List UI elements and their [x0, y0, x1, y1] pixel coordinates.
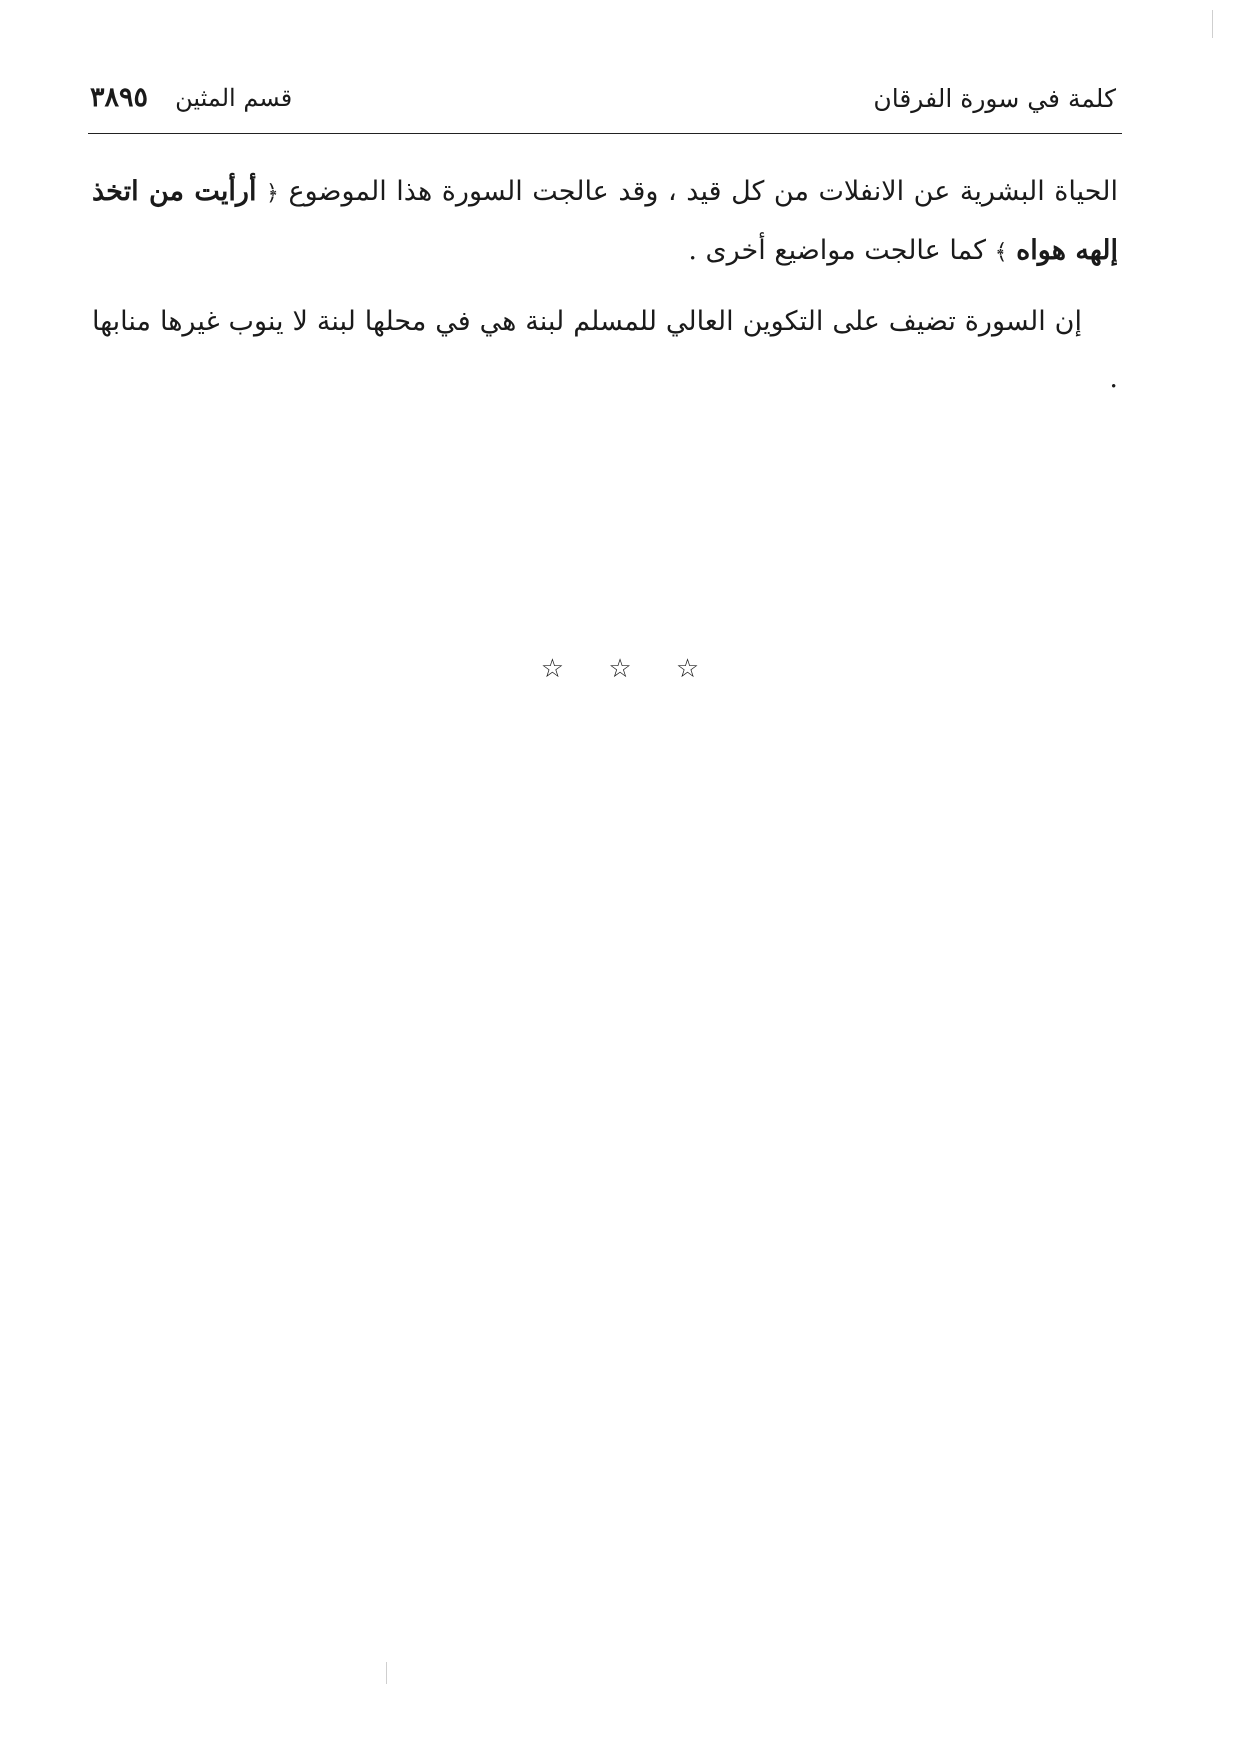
- header-rule: [88, 133, 1122, 134]
- quran-close-brace: ﴾: [994, 240, 1008, 265]
- paragraph-2: إن السورة تضيف على التكوين العالي للمسلم لبنة هي في محلها لبنة لا ينوب غيرها منابها .: [92, 306, 1118, 394]
- section-separator: [0, 654, 1240, 684]
- quran-open-brace: ﴿: [266, 181, 279, 206]
- scan-speck: [1212, 10, 1213, 38]
- scan-speck: [386, 1662, 387, 1684]
- running-header: [90, 78, 1116, 124]
- paragraph-1-text-after: كما عالجت مواضيع أخرى .: [688, 235, 987, 266]
- paragraph-1-text-before: الحياة البشرية عن الانفلات من كل قيد ، وقد عالجت السورة هذا الموضوع: [288, 176, 1118, 207]
- quran-quote: أرأيت من اتخذ إلهه هواه: [92, 176, 1118, 266]
- paragraph-1: [92, 163, 1118, 281]
- star-icon: ☆: [675, 654, 700, 684]
- star-icon: ☆: [540, 654, 565, 684]
- page-number: ٣٨٩٥: [90, 82, 149, 113]
- star-icon: ☆: [608, 654, 632, 684]
- body-text: [92, 163, 1118, 419]
- section-name: قسم المثين: [175, 84, 293, 112]
- chapter-title: كلمة في سورة الفرقان: [873, 84, 1116, 113]
- header-left-group: [90, 82, 292, 113]
